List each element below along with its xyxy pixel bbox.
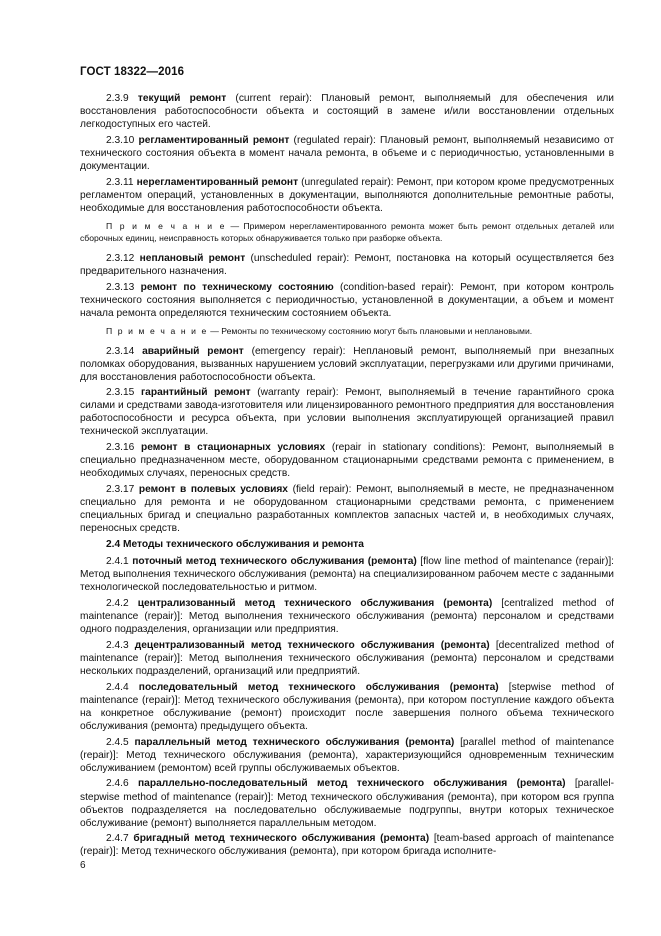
term: текущий ремонт: [137, 93, 227, 104]
definition-paragraph: [80, 252, 614, 278]
term: централизованный метод технического обслуживания (ремонта): [137, 598, 493, 610]
definition-paragraph: [80, 777, 614, 829]
definition-paragraph: [80, 386, 614, 438]
term: нерегламентированный ремонт: [136, 176, 299, 188]
term: гарантийный ремонт: [140, 387, 251, 399]
note: [80, 325, 614, 338]
term: последовательный метод технического обслуживания (ремонта): [138, 681, 499, 693]
definition-paragraph: [80, 681, 614, 733]
definition-text: [flow line method of maintenance (repair)]: Метод выполнения технического обслуживания (ремонта) на специализированном рабочем месте с заданными технологической последовательностью и ритмом.: [80, 556, 614, 594]
clause-number: 2.3.11: [106, 176, 134, 188]
definition-paragraph: [80, 176, 614, 215]
clause-number: 2.4.6: [106, 778, 129, 790]
definition-paragraph: [80, 736, 614, 775]
definition-text: (emergency repair): Неплановый ремонт, выполняемый при внезапных поломках оборудования, вызванных нарушением условий эксплуатации, перегрузками или другими причинами, для восстановления работоспособности объекта.: [80, 345, 614, 383]
definition-text: (field repair): Ремонт, выполняемый в месте, не предназначенном специально для ремонта и не оборудованном стационарными средствами ремонта, с применением специальных бригад и специально разработанных комплектов запасных частей и, в необходимых случаях, переносных средств.: [80, 484, 614, 535]
definition-text: (regulated repair): Плановый ремонт, выполняемый независимо от технического состояния объекта в момент начала ремонта, в объеме и с периодичностью, установленными в документации.: [80, 134, 614, 172]
clause-number: 2.3.12: [106, 252, 135, 264]
page-number: 6: [80, 860, 86, 871]
clause-number: 2.3.15: [106, 387, 135, 399]
term: неплановый ремонт: [139, 252, 246, 264]
definition-text: [team-based approach of maintenance (repair)]: Метод технического обслуживания (ремонта), при котором бригада исполните-: [80, 833, 614, 858]
definition-paragraph: [80, 92, 614, 131]
term: ремонт по техническому состоянию: [140, 281, 334, 293]
clause-number: 2.3.14: [106, 345, 135, 357]
clause-number: 2.4.5: [106, 736, 129, 748]
definition-text: [decentralized method of maintenance (repair)]: Метод выполнения технического обслуживания (ремонта) персоналом и средствами нескольких подразделений, организаций или предприятий.: [80, 639, 614, 678]
definition-paragraph: [80, 555, 614, 594]
definition-text: (unscheduled repair): Ремонт, постановка на который осуществляется без предварительного назначения.: [80, 252, 614, 278]
definition-text: (unregulated repair): Ремонт, при котором кроме предусмотренных регламентом операций, установленных в документации, выполняются дополнительные ремонтные работы, необходимые для восстановления работоспособности объекта.: [80, 176, 614, 214]
term: бригадный метод технического обслуживания (ремонта): [133, 833, 430, 845]
clause-number: 2.4.3: [106, 639, 129, 651]
clause-number: 2.3.9: [106, 93, 129, 104]
term: ремонт в стационарных условиях: [141, 442, 326, 454]
definition-text: (repair in stationary conditions): Ремонт, выполняемый в специально предназначенном месте, оборудованном стационарными средствами ремонта с применением, в необходимых случаях, переносных средств.: [80, 442, 614, 480]
term: параллельно-последовательный метод технического обслуживания (ремонта): [138, 778, 566, 790]
clause-number: 2.3.16: [106, 442, 135, 454]
clause-number: 2.3.10: [106, 134, 135, 146]
definition-paragraph: [80, 281, 614, 320]
definition-text: (current repair): Плановый ремонт, выполняемый для обеспечения или восстановления работоспособности объекта и состоящий в замене и/или восстановлении отдельных легкодоступных его частей.: [80, 93, 614, 131]
definition-paragraph: [80, 597, 614, 636]
document-header: ГОСТ 18322—2016: [80, 66, 185, 78]
definition-text: [parallel-stepwise method of maintenance (repair)]: Метод технического обслуживания (ремонта), при котором вся группа объектов подразделяется на последовательно обслуживаемые подгруппы, внутри которых техническое обслуживание (ремонт) выполняется параллельным методом.: [80, 778, 614, 829]
term: параллельный метод технического обслуживания (ремонта): [134, 736, 455, 748]
definition-text: [parallel method of maintenance (repair)]: Метод технического обслуживания (ремонта), характеризующийся одновременным техническим обслуживанием (ремонтом) всей группы обслуживаемых объектов.: [80, 736, 614, 774]
clause-number: 2.3.13: [106, 281, 135, 293]
definition-text: [stepwise method of maintenance (repair)]: Метод технического обслуживания (ремонта), при котором поступление каждого объекта на конкретное обслуживание (ремонт) происходит после завершения полного объема технического обслуживания (ремонта) предыдущего объекта.: [80, 681, 614, 732]
term: ремонт в полевых условиях: [138, 484, 288, 496]
section-heading: 2.4 Методы технического обслуживания и ремонта: [106, 539, 364, 551]
definition-paragraph: [80, 832, 614, 858]
definition-paragraph: [80, 483, 614, 535]
term: децентрализованный метод технического обслуживания (ремонта): [134, 639, 490, 651]
clause-number: 2.4.7: [106, 833, 129, 845]
clause-number: 2.4.4: [106, 681, 129, 693]
clause-number: 2.4.2: [106, 598, 129, 610]
term: поточный метод технического обслуживания (ремонта): [132, 556, 417, 568]
note-text: — Ремонты по техническому состоянию могут быть плановыми и неплановыми.: [207, 325, 533, 336]
note-label: П р и м е ч а н и е: [106, 325, 208, 336]
document-body: [80, 92, 614, 861]
definition-paragraph: [80, 639, 614, 678]
term: регламентированный ремонт: [138, 134, 290, 146]
definition-text: [centralized method of maintenance (repair)]: Метод выполнения технического обслуживания (ремонта) персоналом и средствами одного подразделения, организации или предприятия.: [80, 598, 614, 636]
definition-paragraph: [80, 441, 614, 480]
definition-text: (condition-based repair): Ремонт, при котором контроль технического состояния выполняется с периодичностью, установленной в документации, а объем и момент начала ремонта определяются техническим состоянием объекта.: [80, 281, 614, 319]
clause-number: 2.4.1: [106, 556, 129, 568]
definition-paragraph: [80, 134, 614, 173]
definition-text: (warranty repair): Ремонт, выполняемый в течение гарантийного срока силами и средствами завода-изготовителя или лицензированного ремонтного предприятия для восстановления работоспособности и ресурса объекта, при условии выполнения эксплуатирующей организацией правил технической эксплуатации.: [80, 387, 614, 438]
note: [80, 220, 614, 245]
definition-paragraph: [80, 345, 614, 384]
note-label: П р и м е ч а н и е: [106, 220, 227, 231]
clause-number: 2.3.17: [106, 484, 135, 496]
term: аварийный ремонт: [142, 345, 244, 357]
note-text: — Примером нерегламентированного ремонта может быть ремонт отдельных деталей или сборочных единиц, неисправность которых обнаруживается только при разборке объекта.: [80, 220, 615, 244]
